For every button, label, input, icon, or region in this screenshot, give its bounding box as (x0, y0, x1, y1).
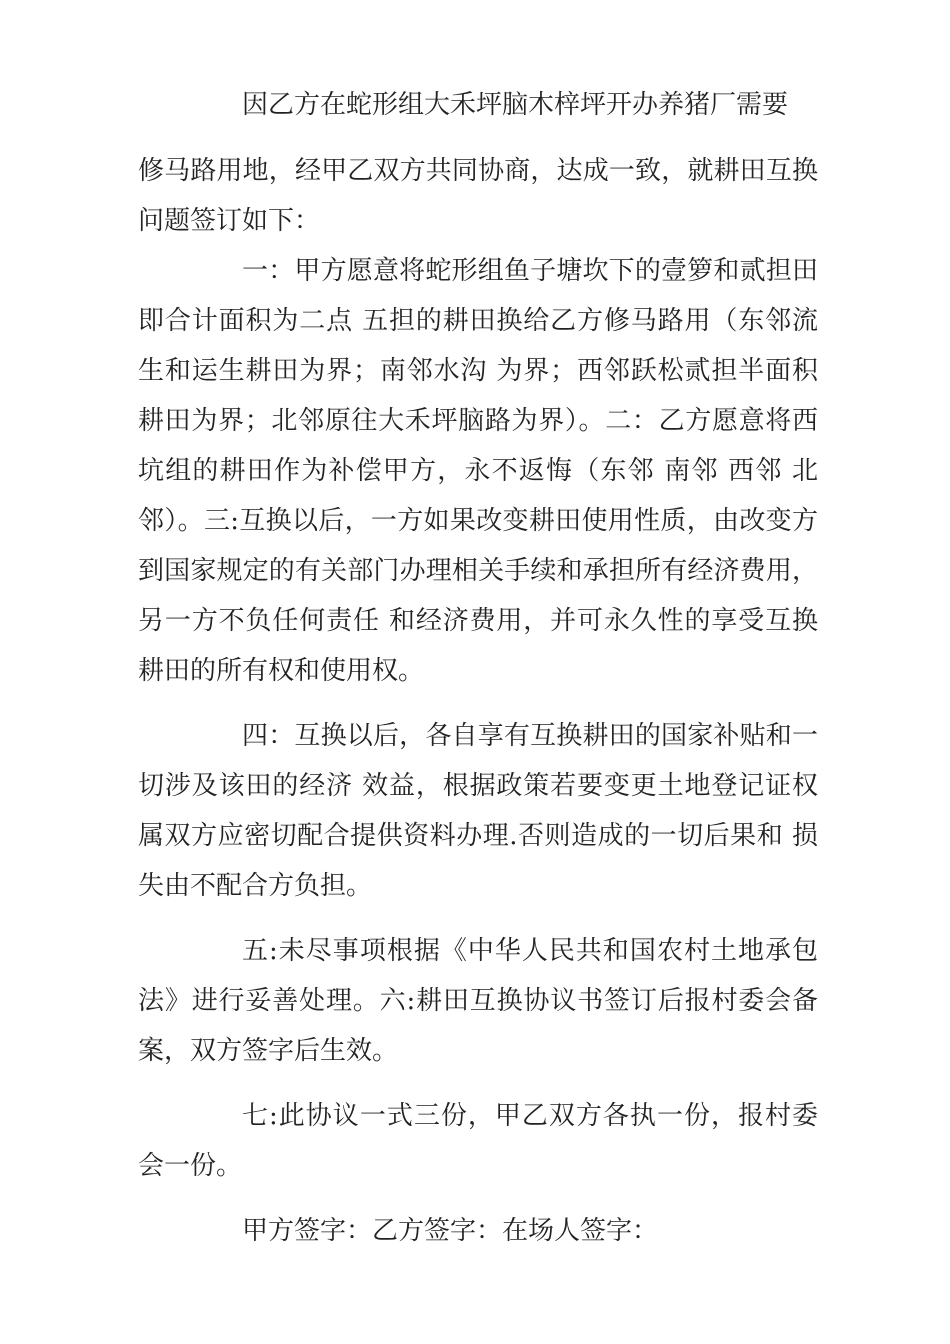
signature-line: 甲方签字：乙方签字：在场人签字： (242, 1216, 659, 1246)
document-body (138, 80, 818, 1256)
paragraph-clause-one-two-three: 一：甲方愿意将蛇形组鱼子塘坎下的壹箩和贰担田即合计面积为二点 五担的耕田换给乙方修马路用（东邻流生和运生耕田为界；南邻水沟 为界；西邻跃松贰担半面积耕田为界；北邻原往大禾坪脑路为界）。二：乙方愿意将西坑组的耕田作为补偿甲方，永不返悔（东邻 南邻 西邻 北邻）。三:互换以后，一方如果改变耕田使用性质，由改变方到国家规定的有关部门办理相关手续和承担所有经济费用，另一方不负任何责任 和经济费用，并可永久性的享受互换耕田的所有权和使用权。 (138, 256, 818, 686)
paragraph-clause-seven: 七:此协议一式三份，甲乙双方各执一份，报村委会一份。 (138, 1101, 818, 1181)
paragraph-intro-line: 因乙方在蛇形组大禾坪脑木梓坪开办养猪厂需要 (242, 90, 789, 120)
paragraph-clause-four: 四：互换以后，各自享有互换耕田的国家补贴和一切涉及该田的经济 效益，根据政策若要变更土地登记证权属双方应密切配合提供资料办理.否则造成的一切后果和 损失由不配合方负担。 (138, 721, 818, 901)
paragraph-clause-five-six: 五:未尽事项根据《中华人民共和国农村土地承包法》进行妥善处理。六:耕田互换协议书签订后报村委会备案，双方签字后生效。 (138, 936, 818, 1066)
paragraph-intro-continued: 修马路用地，经甲乙双方共同协商，达成一致，就耕田互换问题签订如下： (138, 156, 818, 236)
